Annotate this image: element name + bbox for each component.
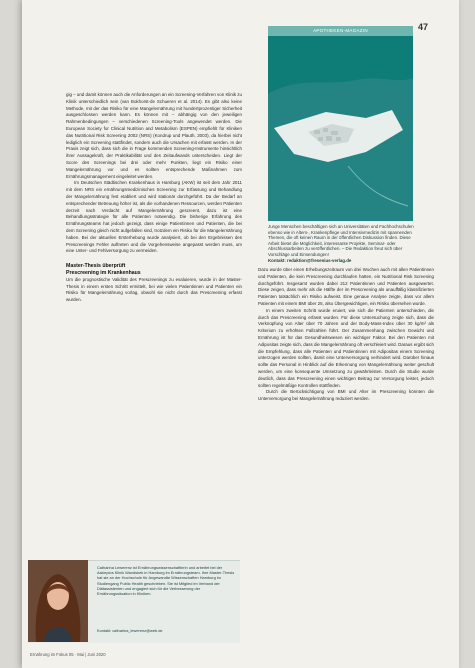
map-caption-contact: Kontakt: redaktion@fresenius-verlag.de [268, 257, 352, 263]
map-illustration [268, 36, 413, 221]
page-footer: Ernährung im Fokus 05 · Mai | Juni 2020 [30, 652, 106, 657]
map-caption-text: Junge Menschen beschäftigen sich an Universitäten und Fachhochschulen ebenso wie in Alters-, Krankenpflege und Intensivmedizin mit spannenden Themen, die oft keinen Raum in der öffentlichen Diskussion finden. Diese Arbeit bietet die Möglichkeit, interessante Projekte, Seminar- oder Abschlussarbeiten zu veröffentlichen. – Die Redaktion freut sich über Vorschläge und Einsendungen! [268, 224, 414, 257]
article-column-right [258, 267, 434, 403]
author-bio: Catharina Lewerenz ist Ernährungswissenschaftlerin und arbeitet bei der Asklepios Klinik Wandsbek in Hamburg im Ernährungsteam. Ihre Master-Thesis hat sie an der Hochschule für Angewandte Wissenschaften Hamburg im Studiengang Public Health geschrieben. Sie ist Mitglied im Verband der Diätassistenten und engagiert sich für die Verbesserung der Ernährungssituation in Kliniken. [97, 565, 235, 597]
author-contact: Kontakt: catharina_lewerenz@web.de [97, 628, 163, 633]
article-paragraph: Im Deutschen Städtischen Krankenhaus in Hamburg (AKW) ist seit dem Jahr 2011 mit dem NRS ein ernährungsmedizinisches Screening zur Erfassung und Behandlung der Mangelernährung fest etabliert und wird stationär durchgeführt. Da der Bedarf an entsprechender Betreuung höher ist, als die vorhandenen Ressourcen, werden Patienten derzeit nach Verdacht auf Mangelernährung gescreent, dazu ist eine Behandlungsstrategie für alle Patienten notwendig. Die bisherige Erfahrung des Ernährungsteams hat jedoch gezeigt, dass einige Patientinnen und Patienten, die bei dem Screening gleich nicht aufgefallen sind, trotzdem ein Risiko für die Mangelernährung haben. Bei der aktuellen Ersterhebung wurde analysiert, ob bei den Ergebnissen des Prescreenings Fehler auftreten und die Vorgehensweise angepasst werden muss, um eine Unter- und Fehlversorgung zu vermeiden. [66, 180, 242, 254]
subheading-1: Master-Thesis überprüft [66, 263, 126, 270]
author-portrait [28, 560, 88, 642]
subheading-2: Prescreening im Krankenhaus [66, 269, 141, 276]
page-number: 47 [418, 22, 429, 32]
article-paragraph: gig – und damit können auch die Anforderungen an ein Screening-Verfahren von Klinik zu Klinik unterschiedlich sein (van Bokhorst-de Schueren et al. 2014). Es gibt also keine Methode, mit der das Risiko für eine Mangelernährung mit hundertprozentiger Sicherheit ausgeschlossen werden kann. Es können mit – abhängig von den jeweiligen Rahmenbedingungen – verschiedenen Screening-Tools angewendet werden. Die European Society for Clinical Nutrition and Metabolism (ESPEN) empfiehlt für Kliniken das Nutritional Risk Screening 2002 (NRS) (Kondrup und Plauth, 2003), da hierbei nicht lediglich ein Screening stattfindet, sondern auch die Ursachen mit erfasst werden. In der Praxis zeigt sich, dass sich die in Frage kommenden Screening-Instrumente hinsichtlich ihrer Aussagekraft, der Praktikabilität und des Zeitaufwands unterscheiden. Liegt der Score des Screenings bei drei oder mehr Punkten, liegt ein Risiko einer Mangelernährung vor und es sollten entsprechende Maßnahmen zum Ernährungsmanagement eingeleitet werden. [66, 92, 242, 179]
article-paragraph: Durch die Berücksichtigung von BMI und Alter im Prescreening könnten die Unterversorgung bei Mangelernährung reduziert werden. [258, 389, 434, 402]
map-graphic [268, 36, 413, 221]
map-caption [268, 224, 415, 263]
article-paragraph: In einem zweiten Schritt wurde eruiert, wie sich die Patienten unterschieden, die durch das Prescreening erfasst wurden. Für diese Untersuchung zeigte sich, dass die Verknüpfung von Alter über 70 Jahren und der Body-Mass-Index über 30 kg/m² als Kriterium zu erhöhten Fallzahlen führt. Der Zusammenhang zwischen Gewicht und Ernährung ist für das Gesundheitswesen ein wichtiger Faktor. Bei den Patienten mit Adipositas zeigte sich, dass die Mangelernährung oft verschleiert wird. Daraus ergibt sich die Empfehlung, dass alle Patienten und Patientinnen mit Adipositas einem Screening unterzogen werden sollten, damit eine Unterversorgung verhindert wird. Darüber hinaus sollte das Personal in Hinblick auf die Erkennung von Mangelernährung weiter geschult werden, um eine konsequente Umsetzung zu gewährleisten. Durch die Studie wurde deutlich, dass das Prescreening einen wichtigen Beitrag zur Versorgung leistet, jedoch sollten regelmäßige Kontrollen stattfinden. [258, 307, 434, 388]
article-paragraph: Um die prognostische Validität des Prescreenings zu evaluieren, wurde in der Master-Thesis in einem ersten Schritt ermittelt, bei wie vielen Patientinnen und Patienten ein Risiko für Mangelernährung vorlag, obwohl sie nicht durch das Prescreening erfasst wurden. [66, 276, 242, 303]
article-paragraph: Dazu wurde über einen Erhebungszeitraum von drei Wochen auch mit allen Patientinnen und Patienten, die kein Prescreening durchlaufen hatten, ein Nutritional Risk Screening durchgeführt. Insgesamt wurden dabei 212 Patientinnen und Patienten ausgewertet. Diese zeigen, dass mehr als die Hälfte der im Prescreening als unauffällig klassifizierten Patienten tatsächlich ein Risiko aufweist. Eine genaue Analyse zeigte, dass vor allem Patienten mit einem BMI über 25, also Übergewichtigen, ein Risiko übersehen wurde. [258, 267, 434, 306]
author-photo [28, 560, 88, 642]
section-banner: APOTHEKEN-MAGAZIN [268, 26, 413, 36]
article-column-left [66, 92, 242, 304]
